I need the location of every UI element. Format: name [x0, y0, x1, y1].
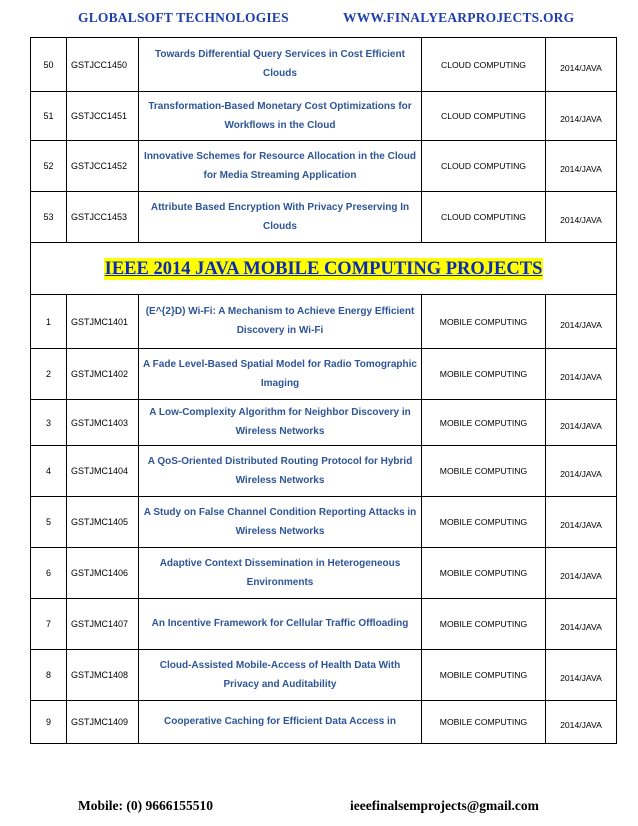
project-code: GSTJMC1402 — [67, 349, 139, 400]
table-row — [31, 192, 617, 243]
project-title: Cloud-Assisted Mobile-Access of Health Data With Privacy and Auditability — [139, 650, 422, 701]
project-domain: CLOUD COMPUTING — [422, 141, 546, 192]
project-code: GSTJMC1403 — [67, 400, 139, 446]
project-title: Transformation-Based Monetary Cost Optimizations for Workflows in the Cloud — [139, 92, 422, 141]
footer-email: ieeefinalsemprojects@gmail.com — [350, 798, 539, 813]
project-year: 2014/JAVA — [546, 141, 617, 192]
table-row — [31, 295, 617, 349]
project-title: A Low-Complexity Algorithm for Neighbor Discovery in Wireless Networks — [139, 400, 422, 446]
project-domain: MOBILE COMPUTING — [422, 446, 546, 497]
project-domain: MOBILE COMPUTING — [422, 497, 546, 548]
row-number: 8 — [31, 650, 67, 701]
table-row — [31, 446, 617, 497]
project-title: Attribute Based Encryption With Privacy Preserving In Clouds — [139, 192, 422, 243]
table-row — [31, 92, 617, 141]
project-domain: MOBILE COMPUTING — [422, 701, 546, 744]
project-domain: MOBILE COMPUTING — [422, 295, 546, 349]
section-row — [31, 243, 617, 295]
project-domain: MOBILE COMPUTING — [422, 400, 546, 446]
table-row — [31, 38, 617, 92]
table-row — [31, 349, 617, 400]
project-code: GSTJCC1453 — [67, 192, 139, 243]
row-number: 9 — [31, 701, 67, 744]
project-year: 2014/JAVA — [546, 92, 617, 141]
footer-mobile: Mobile: (0) 9666155510 — [78, 798, 213, 813]
project-code: GSTJMC1407 — [67, 599, 139, 650]
table-row — [31, 548, 617, 599]
project-domain: MOBILE COMPUTING — [422, 650, 546, 701]
project-year: 2014/JAVA — [546, 497, 617, 548]
project-code: GSTJMC1404 — [67, 446, 139, 497]
table-row — [31, 599, 617, 650]
table-row — [31, 141, 617, 192]
project-title: A Study on False Channel Condition Reporting Attacks in Wireless Networks — [139, 497, 422, 548]
projects-table — [30, 37, 617, 744]
project-year: 2014/JAVA — [546, 650, 617, 701]
project-year: 2014/JAVA — [546, 701, 617, 744]
project-domain: CLOUD COMPUTING — [422, 192, 546, 243]
table-row — [31, 400, 617, 446]
project-code: GSTJMC1405 — [67, 497, 139, 548]
project-code: GSTJMC1406 — [67, 548, 139, 599]
project-year: 2014/JAVA — [546, 400, 617, 446]
project-domain: MOBILE COMPUTING — [422, 599, 546, 650]
row-number: 52 — [31, 141, 67, 192]
project-year: 2014/JAVA — [546, 599, 617, 650]
row-number: 1 — [31, 295, 67, 349]
project-title: (E^{2}D) Wi-Fi: A Mechanism to Achieve Energy Efficient Discovery in Wi-Fi — [139, 295, 422, 349]
project-title: Towards Differential Query Services in Cost Efficient Clouds — [139, 38, 422, 92]
row-number: 7 — [31, 599, 67, 650]
project-year: 2014/JAVA — [546, 446, 617, 497]
company-name: GLOBALSOFT TECHNOLOGIES — [78, 10, 289, 25]
section-title: IEEE 2014 JAVA MOBILE COMPUTING PROJECTS — [104, 258, 543, 279]
website-url: WWW.FINALYEARPROJECTS.ORG — [343, 10, 575, 25]
row-number: 3 — [31, 400, 67, 446]
project-title: A QoS-Oriented Distributed Routing Protocol for Hybrid Wireless Networks — [139, 446, 422, 497]
table-row — [31, 497, 617, 548]
project-domain: CLOUD COMPUTING — [422, 38, 546, 92]
row-number: 4 — [31, 446, 67, 497]
row-number: 2 — [31, 349, 67, 400]
project-domain: MOBILE COMPUTING — [422, 548, 546, 599]
project-code: GSTJMC1401 — [67, 295, 139, 349]
project-title: A Fade Level-Based Spatial Model for Radio Tomographic Imaging — [139, 349, 422, 400]
section-cell — [31, 243, 617, 295]
project-year: 2014/JAVA — [546, 38, 617, 92]
row-number: 50 — [31, 38, 67, 92]
row-number: 6 — [31, 548, 67, 599]
mobile-rows — [31, 295, 617, 744]
project-year: 2014/JAVA — [546, 192, 617, 243]
row-number: 53 — [31, 192, 67, 243]
section-header — [31, 243, 617, 295]
project-year: 2014/JAVA — [546, 548, 617, 599]
project-code: GSTJCC1452 — [67, 141, 139, 192]
project-domain: MOBILE COMPUTING — [422, 349, 546, 400]
project-title: An Incentive Framework for Cellular Traffic Offloading — [139, 599, 422, 650]
project-code: GSTJMC1408 — [67, 650, 139, 701]
project-year: 2014/JAVA — [546, 349, 617, 400]
project-code: GSTJMC1409 — [67, 701, 139, 744]
row-number: 51 — [31, 92, 67, 141]
project-title: Adaptive Context Dissemination in Heterogeneous Environments — [139, 548, 422, 599]
project-year: 2014/JAVA — [546, 295, 617, 349]
row-number: 5 — [31, 497, 67, 548]
project-code: GSTJCC1450 — [67, 38, 139, 92]
cloud-rows — [31, 38, 617, 243]
project-domain: CLOUD COMPUTING — [422, 92, 546, 141]
table-row — [31, 650, 617, 701]
project-code: GSTJCC1451 — [67, 92, 139, 141]
project-title: Cooperative Caching for Efficient Data Access in — [139, 701, 422, 744]
project-title: Innovative Schemes for Resource Allocation in the Cloud for Media Streaming Application — [139, 141, 422, 192]
table-row — [31, 701, 617, 744]
